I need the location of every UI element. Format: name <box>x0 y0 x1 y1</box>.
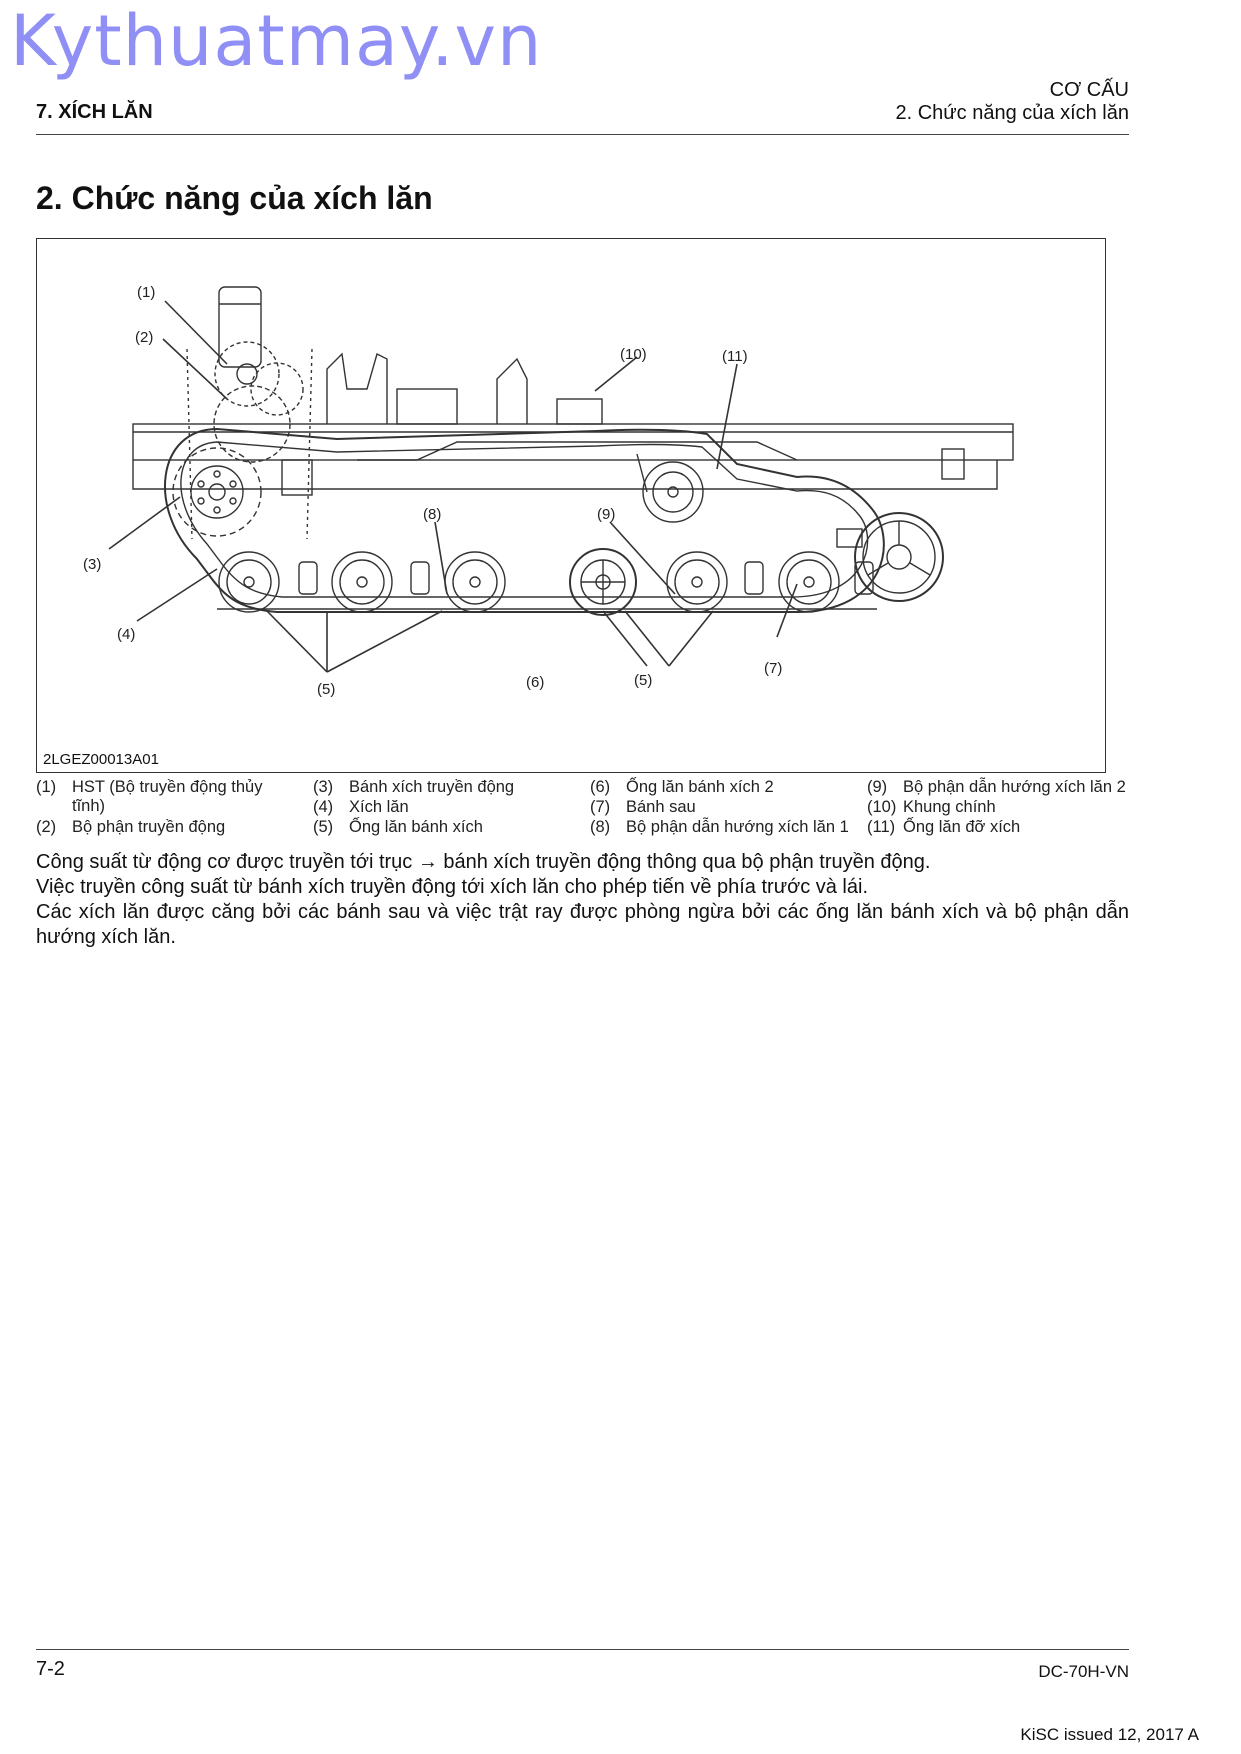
legend-num: (7) <box>590 798 611 816</box>
main-frame <box>133 354 1013 495</box>
callout-10: (10) <box>620 346 647 363</box>
callout-8: (8) <box>423 506 442 523</box>
legend-num: (1) <box>36 778 57 796</box>
hst-unit <box>215 287 279 406</box>
legend-item <box>867 778 1126 797</box>
legend-text: Ống lăn bánh xích 2 <box>626 778 774 796</box>
legend-num: (4) <box>313 798 334 816</box>
drive-sprocket <box>173 448 261 536</box>
legend-item <box>590 778 774 797</box>
legend-num: (11) <box>867 818 896 836</box>
paragraph: Công suất từ động cơ được truyền tới trục → bánh xích truyền động thông qua bộ phận truyền động. <box>36 851 931 873</box>
crawler-diagram-figure <box>36 238 1106 773</box>
crawler-track <box>165 429 884 612</box>
callout-9: (9) <box>597 506 616 523</box>
issue-note: KiSC issued 12, 2017 A <box>1020 1725 1199 1744</box>
footer-divider <box>36 1649 1129 1650</box>
legend-item <box>36 818 225 837</box>
legend-num: (6) <box>590 778 611 796</box>
callout-11: (11) <box>722 348 748 365</box>
figure-legend <box>36 778 1129 840</box>
chapter-title: 7. XÍCH LĂN <box>36 101 153 123</box>
callout-2: (2) <box>135 329 154 346</box>
watermark: Kythuatmay.vn <box>10 0 543 82</box>
legend-text: Xích lăn <box>349 798 409 816</box>
legend-num: (9) <box>867 778 888 796</box>
rear-idler <box>837 513 943 601</box>
callout-3: (3) <box>83 556 102 573</box>
callout-1: (1) <box>137 284 156 301</box>
legend-text-line1: HST (Bộ truyền động thủy <box>72 778 263 796</box>
legend-num: (3) <box>313 778 334 796</box>
model-code: DC-70H-VN <box>1038 1662 1129 1681</box>
legend-item <box>36 778 262 816</box>
section-title: 2. Chức năng của xích lăn <box>36 180 433 216</box>
legend-text-line2: tĩnh) <box>72 797 106 815</box>
legend-text: Bộ phận truyền động <box>72 818 226 836</box>
body-text <box>36 850 1129 950</box>
callout-5-right: (5) <box>634 672 653 689</box>
legend-text <box>72 778 262 816</box>
callout-4: (4) <box>117 626 136 643</box>
legend-num: (5) <box>313 818 334 836</box>
header-subsection: 2. Chức năng của xích lăn <box>895 102 1129 124</box>
legend-text: Bộ phận dẫn hướng xích lăn 1 <box>626 818 849 836</box>
page-number: 7-2 <box>36 1658 65 1680</box>
figure-code: 2LGEZ00013A01 <box>43 751 159 768</box>
crawler-diagram <box>37 239 1105 772</box>
legend-text: Bánh xích truyền động <box>349 778 515 796</box>
legend-text: Ống lăn bánh xích <box>349 818 483 836</box>
track-rollers <box>217 549 877 615</box>
legend-item <box>313 798 409 817</box>
legend-text: Ống lăn đỡ xích <box>903 818 1021 836</box>
callout-7: (7) <box>764 660 783 677</box>
legend-item <box>313 818 483 837</box>
legend-text: Bánh sau <box>626 798 696 816</box>
header-divider <box>36 134 1129 135</box>
legend-item <box>867 798 996 817</box>
legend-text: Khung chính <box>903 798 996 816</box>
legend-item <box>590 798 696 817</box>
legend-num: (8) <box>590 818 611 836</box>
upper-carrier-roller <box>637 454 703 522</box>
legend-item <box>590 818 849 837</box>
legend-num: (2) <box>36 818 57 836</box>
legend-item <box>313 778 514 797</box>
header-section: CƠ CẤU <box>1049 79 1129 101</box>
callout-5-left: (5) <box>317 681 336 698</box>
legend-text: Bộ phận dẫn hướng xích lăn 2 <box>903 778 1126 796</box>
legend-num: (10) <box>867 798 897 816</box>
paragraph: Các xích lăn được căng bởi các bánh sau và việc trật ray được phòng ngừa bởi các ống lăn bánh xích và bộ phận dẫn hướng xích lăn. <box>36 901 1129 948</box>
legend-item <box>867 818 1020 837</box>
paragraph: Việc truyền công suất từ bánh xích truyền động tới xích lăn cho phép tiến về phía trước và lái. <box>36 876 869 898</box>
callout-6: (6) <box>526 674 545 691</box>
